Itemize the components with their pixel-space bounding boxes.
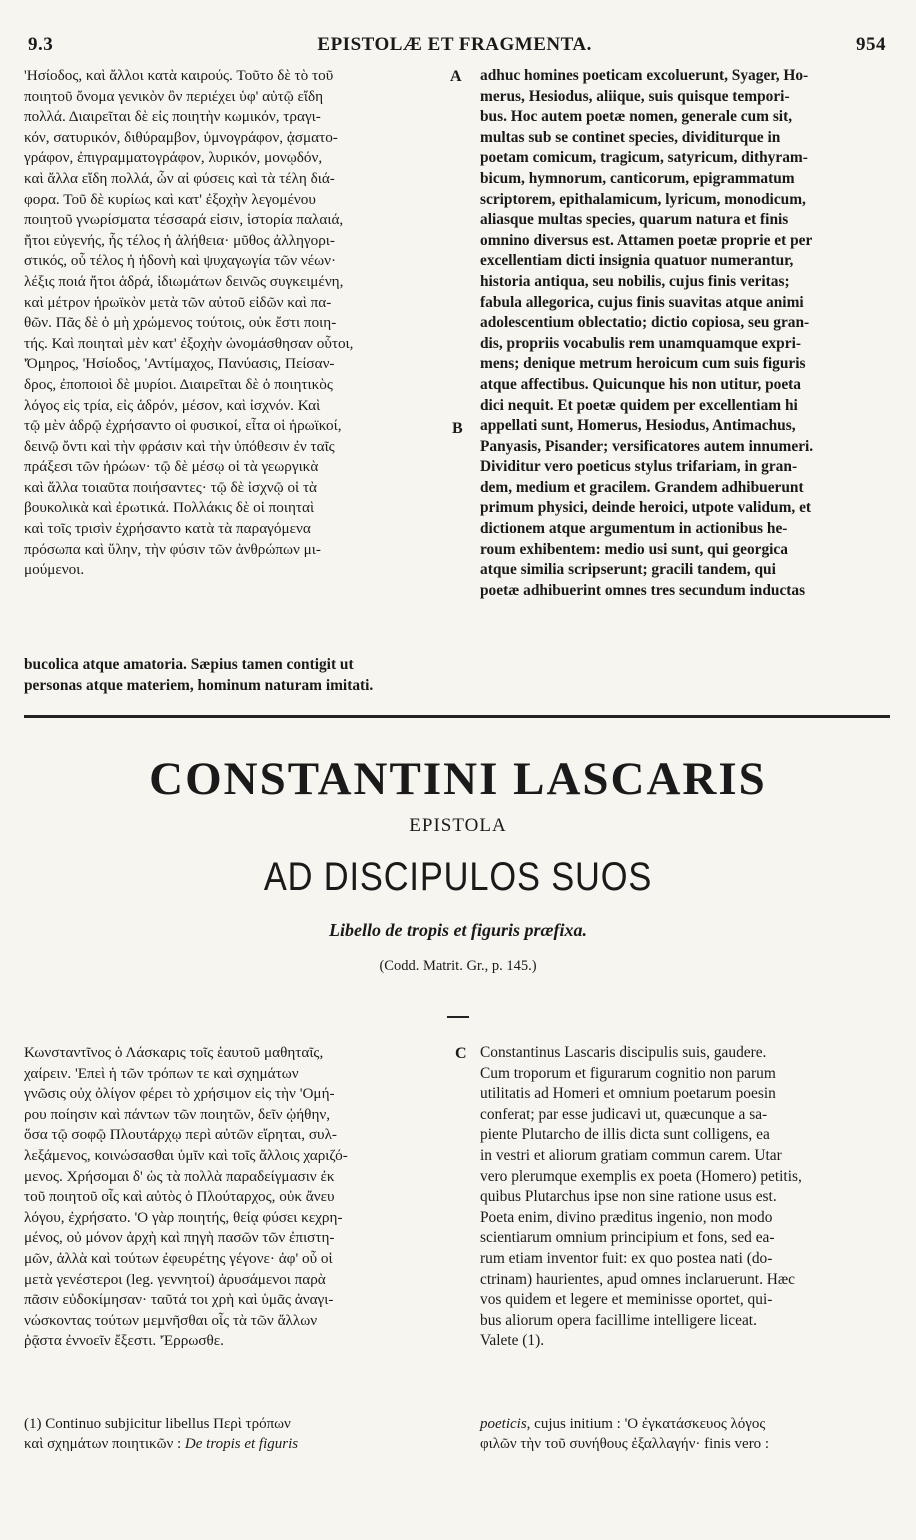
subtitle: Libello de tropis et figuris præfixa. [329, 920, 587, 940]
latin-letter-column: Constantinus Lascaris discipulis suis, gaudere. Cum troporum et figurarum cognitio non parum utilitatis ad Homeri et omnium poetarum poesin conferat; par esse judicavi ut, quæcunque a sa- piente Plutarcho de illis dicta sunt colligens, ea in vestri et aliorum gratiam commun carem. Utar vero plerumque exemplis ex poeta (Homero) petitis, quibus Plutarchus ipse non sine ratione usus est. Poeta enim, divino præditus ingenio, non modo scientiarum omnium principium et fons, sed ea- rum etiam inventor fuit: ex quo postea nati (do- ctrinam) haurientes, apud omnes inclaruerunt. Hæc vos quidem et legere et meminisse oportet, qui- bus aliorum opera facillime intelligere liceat. Valete (1). [480, 1044, 802, 1350]
ad-discipulos-heading: AD DISCIPULOS SUOS [263, 855, 653, 899]
author-heading: CONSTANTINI LASCARIS [149, 753, 767, 805]
running-head [28, 34, 886, 60]
footnote-left-text: (1) Continuo subjicitur libellus Περὶ τρόπων καὶ σχημάτων ποιητικῶν : [24, 1416, 291, 1452]
greek-letter-column: Κωνσταντῖνος ὁ Λάσκαρις τοῖς ἑαυτοῦ μαθηταῖς, χαίρειν. 'Επεὶ ἡ τῶν τρόπων τε καὶ σχημάτων γνῶσις οὐχ ὀλίγον φέρει τὸ χρήσιμον εἰς τὴν 'Ομή- ρου ποίησιν καὶ πάντων τῶν ποιητῶν, δεῖν ᾠήθην, ὅσα τῷ σοφῷ Πλουτάρχῳ περὶ αὐτῶν εἴρηται, συλ- λεξάμενος, κοινώσασθαι ὑμῖν καὶ τοῖς ἄλλοις χαριζό- μενος. Χρήσομαι δ' ὡς τὰ πολλὰ παραδείγμασιν ἐκ τοῦ ποιητοῦ οἷς καὶ αὐτὸς ὁ Πλούταρχος, οὐκ ἄνευ λόγου, ἐχρήσατο. 'Ο γὰρ ποιητής, θείᾳ φύσει κεχρη- μένος, οὐ μόνον ἀρχὴ καὶ πηγὴ πασῶν τῶν ἐπιστη- μῶν, ἀλλὰ καὶ τούτων ἐφευρέτης γέγονε· ἀφ' οὗ οἱ μετὰ γενέστεροι (leg. γεννητοί) ἀρυσάμενοι παρὰ πᾶσιν εὐδοκίμησαν· ταῦτά τοι χρὴ καὶ ὑμᾶς ἀναγι- νώσκοντας τούτων μεμνῆσθαι οἷς τὰ τῶν ἄλλων ῥᾷστα ἐννοεῖν ἔξεστι. 'Έρρωσθε. [24, 1044, 348, 1350]
epistola-heading: EPISTOLA [409, 815, 507, 836]
latin-continuation: bucolica atque amatoria. Sæpius tamen contigit ut personas atque materiem, hominum naturam imitati. [24, 656, 374, 694]
footnote-right-italic: poeticis [480, 1416, 527, 1432]
running-title: EPISTOLÆ ET FRAGMENTA. [317, 34, 592, 55]
source-citation: (Codd. Matrit. Gr., p. 145.) [379, 958, 537, 974]
footnote-left [24, 1414, 458, 1454]
margin-marker-c: C [455, 1045, 467, 1062]
top-columns [24, 66, 890, 601]
latin-column-top: adhuc homines poeticam excoluerunt, Syager, Ho- merus, Hesiodus, aliique, suis quisque tempori- bus. Hoc autem poetæ nomen, generale cum sit, multas sub se continet species, dividiturque in poetam comicum, tragicum, satyricum, dithyram- bicum, hymnorum, canticorum, epigrammatum scriptorem, epithalamicum, lyricum, monodicum, aliasque multas species, quarum natura et finis omnino diversus est. Attamen poetæ proprie et per excellentiam dicti insignia quatuor numerantur, historia antiqua, seu nobilis, cujus finis veritas; fabula allegorica, cujus finis suavitas atque animi adolescentium oblectatio; dictio copiosa, seu gran- dis, propriis vocabulis rem unamquamque expri- mens; denique metrum heroicum cum suis figuris atque affectibus. Quicunque his non utitur, poeta dici nequit. Et poetæ quidem per excellentiam hi appellati sunt, Homerus, Hesiodus, Antimachus, Panyasis, Pisander; versificatores autem innumeri. Dividitur vero poeticus stylus trifariam, in gran- dem, medium et gracilem. Grandem adhibuerunt primum physici, deinde heroici, utpote validum, et dictionem atque argumentum in actionibus he- roum exhibentem: medio usi sunt, qui georgica atque similia scripserunt; gracili tandem, qui poetæ adhibuerint omnes tres secundum inductas [480, 67, 814, 599]
footnote-right [480, 1414, 890, 1454]
margin-marker-a: A [450, 68, 462, 85]
short-divider [447, 1016, 469, 1018]
section-divider [24, 715, 890, 718]
page-number-left: 9.3 [28, 34, 54, 55]
page-number-right: 954 [855, 34, 886, 55]
footnote-right-text: , cujus initium : 'Ο ἐγκατάσκευος λόγος φιλῶν τὴν τοῦ συνήθους ἐξαλλαγήν· finis vero : [480, 1416, 770, 1452]
greek-column-top: 'Ησίοδος, καὶ ἄλλοι κατὰ καιρούς. Τοῦτο δὲ τὸ τοῦ ποιητοῦ ὄνομα γενικὸν ὂν περιέχει ὑφ' αὑτῷ εἴδη πολλά. Διαιρεῖται δὲ εἰς ποιητὴν κωμικόν, τραγι- κόν, σατυρικόν, διθύραμβον, ὑμνογράφον, ᾀσματο- γράφον, ἐπιγραμματογράφον, λυρικόν, μονῳδόν, καὶ ἄλλα εἴδη πολλά, ὧν αἱ φύσεις καὶ τὰ τέλη διά- φορα. Τοῦ δὲ κυρίως καὶ κατ' ἐξοχὴν λεγομένου ποιητοῦ γνωρίσματα τέσσαρά εἰσιν, ἱστορία παλαιά, ἤτοι εὐγενής, ἧς τέλος ἡ ἀλήθεια· μῦθος ἀλληγορι- στικός, οὗ τέλος ἡ ἡδονὴ καὶ ψυχαγωγία τῶν νέων· λέξις ποιά ἤτοι ἁδρά, ἰδιωμάτων δεινῶς συγκειμένη, καὶ μέτρον ἡρωϊκὸν μετὰ τῶν αὐτοῦ εἰδῶν καὶ πα- θῶν. Πᾶς δὲ ὁ μὴ χρώμενος τούτοις, οὐκ ἔστι ποιη- τής. Καὶ ποιηταὶ μὲν κατ' ἐξοχὴν ὠνομάσθησαν οὗτοι, 'Όμηρος, 'Ησίοδος, 'Αντίμαχος, Πανύασις, Πείσαν- δρος, ἐποποιοὶ δὲ μυρίοι. Διαιρεῖται δὲ ὁ ποιητικὸς λόγος εἰς τρία, εἰς ἁδρόν, μέσον, καὶ ἰσχνόν. Καὶ τῷ μὲν ἁδρῷ ἐχρήσαντο οἱ φυσικοί, εἶτα οἱ ἡρωϊκοί, δεινῷ ὄντι καὶ τὴν φράσιν καὶ τὴν ὑπόθεσιν ἐν ταῖς πράξεσι τῶν ἡρώων· τῷ δὲ μέσῳ οἱ τὰ γεωργικὰ καὶ ἄλλα τοιαῦτα ποιήσαντες· τῷ δὲ ἰσχνῷ οἱ τὰ βουκολικὰ καὶ ἐρωτικά. Πολλάκις δὲ οἱ ποιηταὶ καὶ τοῖς τρισὶν ἐχρήσαντο κατὰ τὰ παραγόμενα πρόσωπα καὶ ὕλην, τὴν φύσιν τῶν ἀνθρώπων μι- μούμενοι. [24, 67, 354, 579]
letter-columns [24, 1043, 890, 1352]
footnote-left-italic: De tropis et figuris [184, 1436, 299, 1452]
footnote [24, 1414, 890, 1454]
margin-marker-b: B [452, 420, 463, 437]
